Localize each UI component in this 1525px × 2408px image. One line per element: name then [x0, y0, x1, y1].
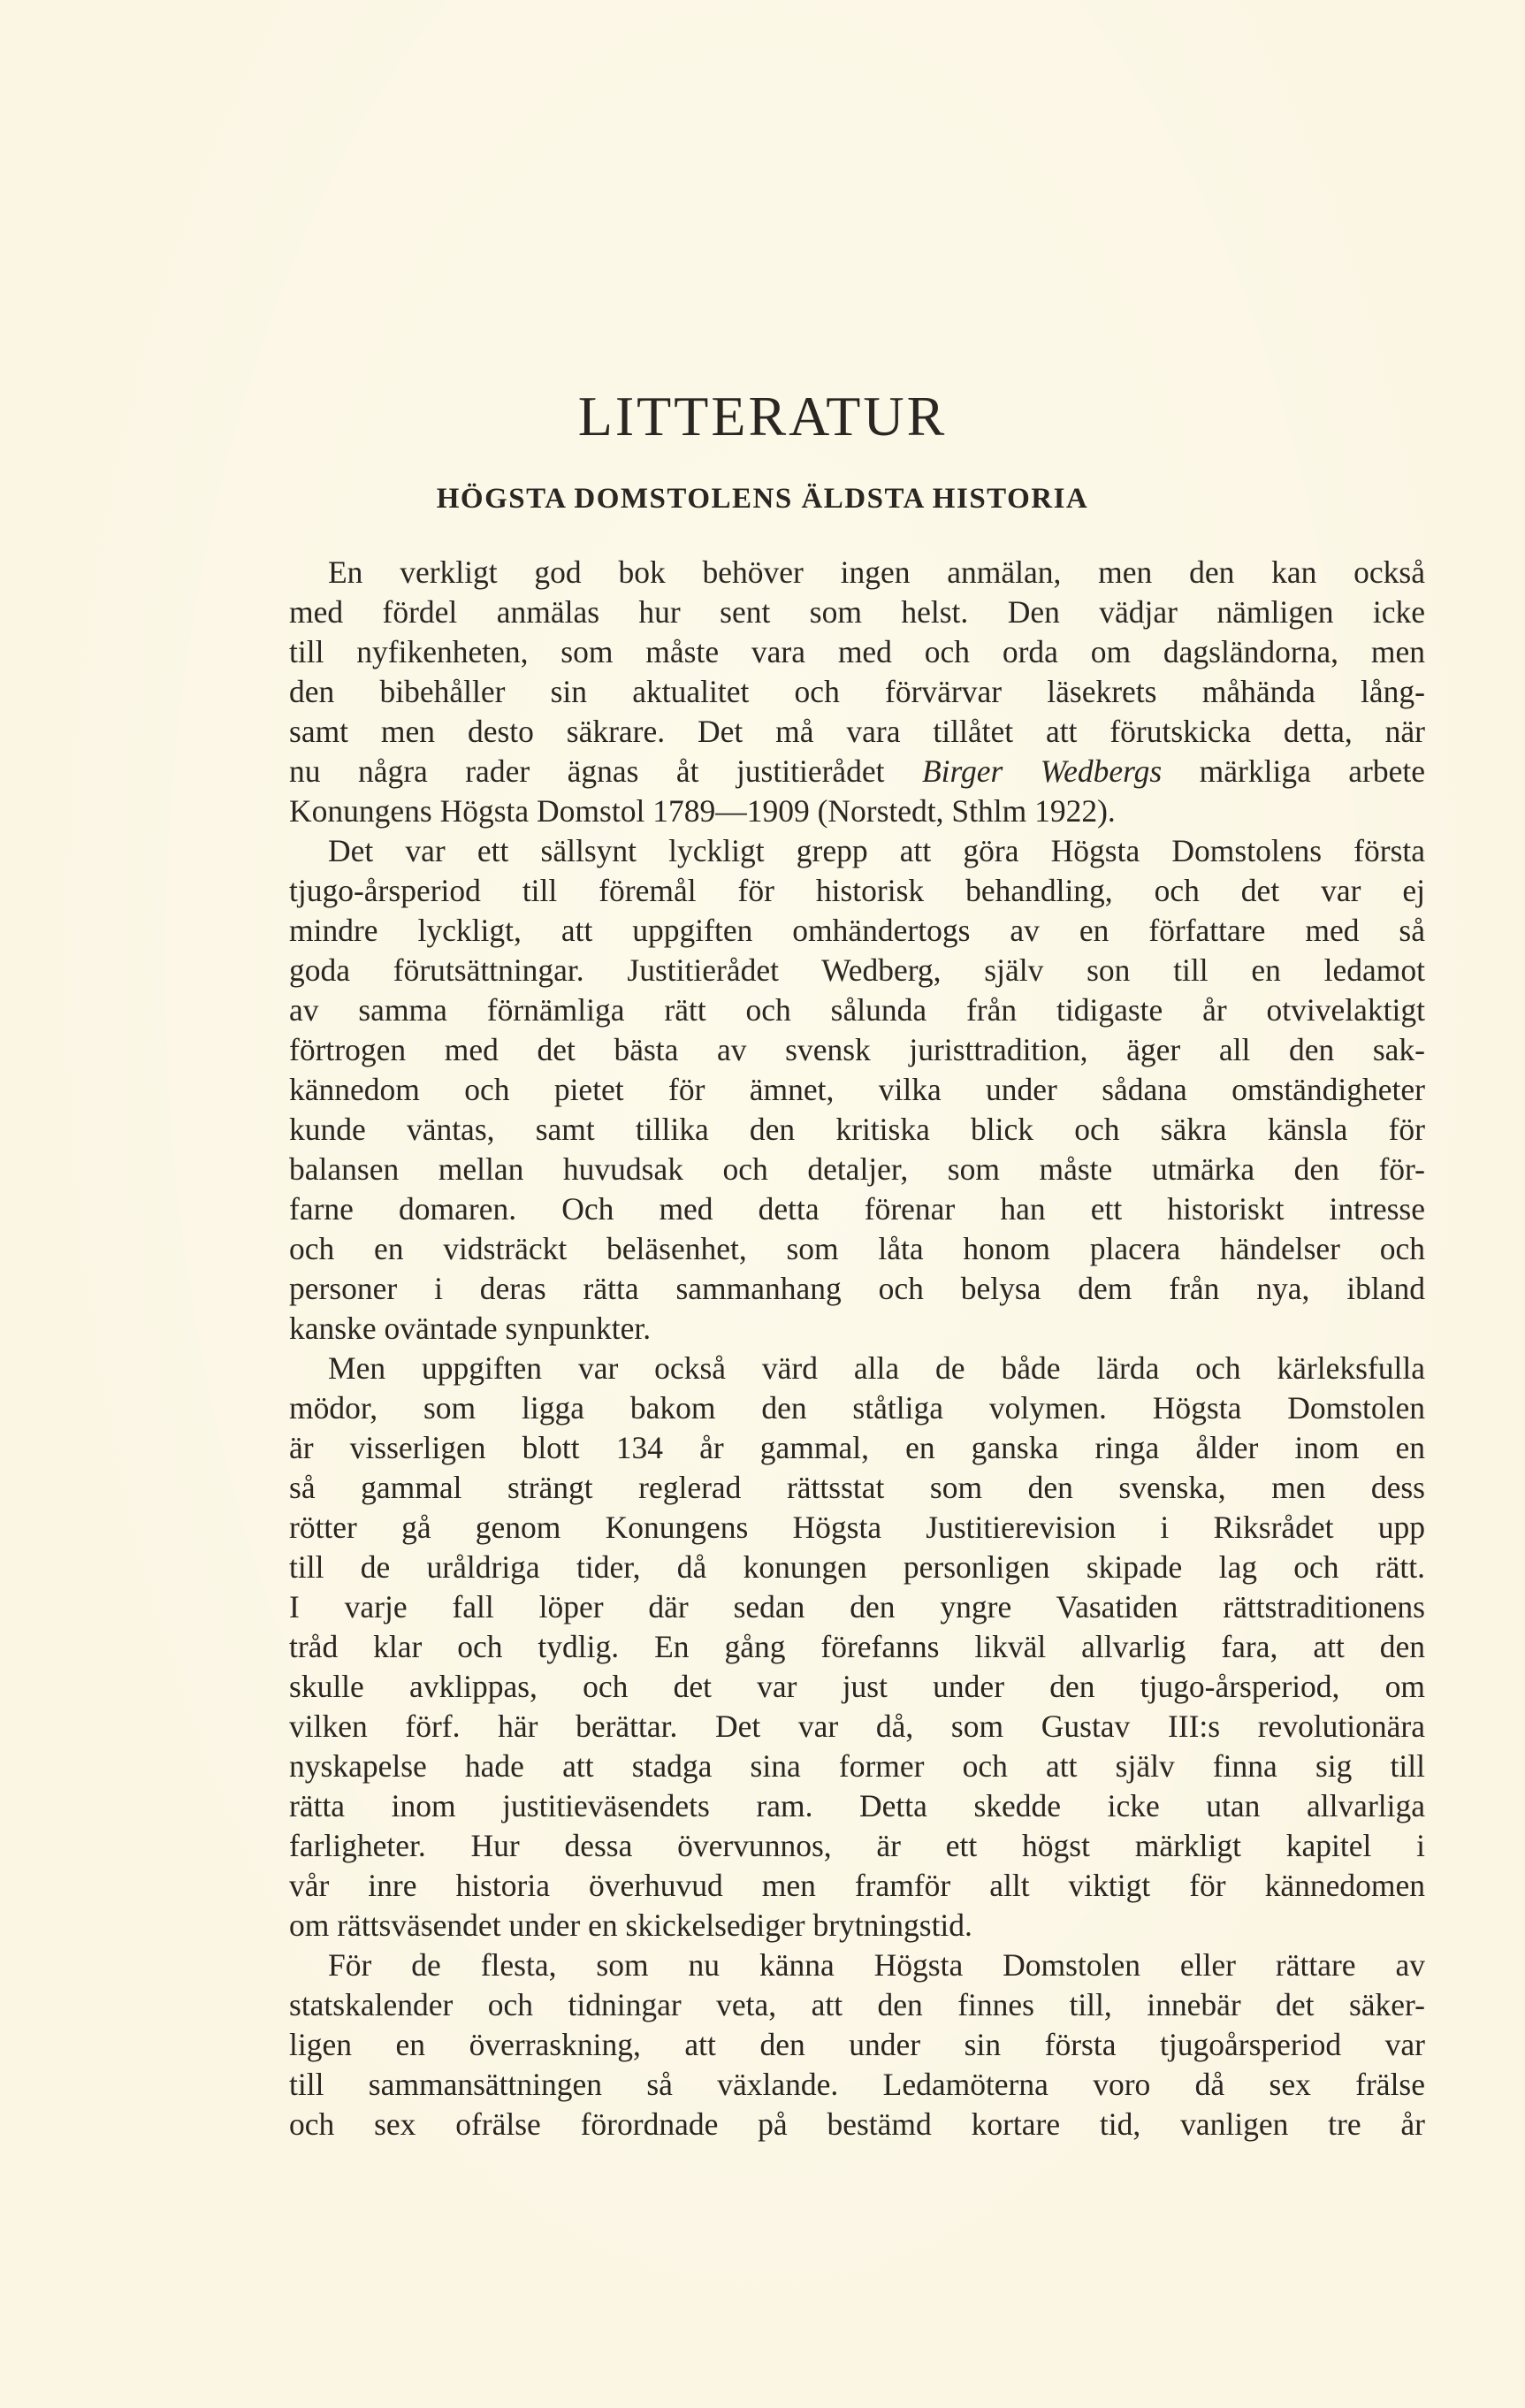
text-line: statskalender och tidningar veta, att den finnes till, innebär det säker-: [289, 1987, 1425, 2022]
text-line: den bibehåller sin aktualitet och förvärvar läsekrets måhända lång-: [289, 674, 1425, 709]
text-line: personer i deras rätta sammanhang och belysa dem från nya, ibland: [289, 1271, 1425, 1306]
article-body: [289, 553, 1425, 2144]
text-line: balansen mellan huvudsak och detaljer, som måste utmärka den för-: [289, 1151, 1425, 1187]
text-line: goda förutsättningar. Justitierådet Wedberg, själv son till en ledamot: [289, 952, 1425, 988]
text-line: med fördel anmälas hur sent som helst. Den vädjar nämligen icke: [289, 594, 1425, 630]
text-line: mindre lyckligt, att uppgiften omhändertogs av en författare med så: [289, 913, 1425, 948]
text-line: kunde väntas, samt tillika den kritiska blick och säkra känsla för: [289, 1112, 1425, 1147]
text-line: kännedom och pietet för ämnet, vilka under sådana omständigheter: [289, 1072, 1425, 1107]
text-line: om rättsväsendet under en skickelsediger brytningstid.: [289, 1907, 972, 1943]
text-line: En verkligt god bok behöver ingen anmälan, men den kan också: [328, 554, 1425, 590]
text-line: farligheter. Hur dessa övervunnos, är ett högst märkligt kapitel i: [289, 1828, 1425, 1863]
text-line: tjugo-årsperiod till föremål för historisk behandling, och det var ej: [289, 873, 1425, 908]
text-line: farne domaren. Och med detta förenar han ett historiskt intresse: [289, 1191, 1425, 1227]
text-line: förtrogen med det bästa av svensk juristtradition, äger all den sak-: [289, 1032, 1425, 1067]
text-line: samt men desto säkrare. Det må vara tillåtet att förutskicka detta, när: [289, 714, 1425, 749]
text-line: I varje fall löper där sedan den yngre Vasatiden rättstraditionens: [289, 1589, 1425, 1624]
text-run: nu några rader ägnas åt justitierådet: [289, 753, 922, 789]
text-line: Men uppgiften var också värd alla de både lärda och kärleksfulla: [328, 1350, 1425, 1386]
text-line: mödor, som ligga bakom den ståtliga volymen. Högsta Domstolen: [289, 1390, 1425, 1426]
text-line: skulle avklippas, och det var just under den tjugo-årsperiod, om: [289, 1669, 1425, 1704]
page-title: LITTERATUR: [577, 385, 948, 447]
text-line: Konungens Högsta Domstol 1789—1909 (Norstedt, Sthlm 1922).: [289, 793, 1116, 829]
text-line: rätta inom justitieväsendets ram. Detta skedde icke utan allvarliga: [289, 1788, 1425, 1823]
text-line: till nyfikenheten, som måste vara med och orda om dagsländorna, men: [289, 634, 1425, 669]
text-line: och sex ofrälse förordnade på bestämd kortare tid, vanligen tre år: [289, 2106, 1425, 2142]
text-line: av samma förnämliga rätt och sålunda från tidigaste år otvivelaktigt: [289, 992, 1425, 1028]
text-line: Det var ett sällsynt lyckligt grepp att göra Högsta Domstolens första: [328, 833, 1425, 868]
text-line: tråd klar och tydlig. En gång förefanns likväl allvarlig fara, att den: [289, 1629, 1425, 1664]
text-line: För de flesta, som nu känna Högsta Domstolen eller rättare av: [328, 1947, 1425, 1983]
article-heading: HÖGSTA DOMSTOLENS ÄLDSTA HISTORIA: [436, 483, 1089, 515]
text-line: och en vidsträckt beläsenhet, som låta honom placera händelser och: [289, 1231, 1425, 1266]
text-run: märkliga arbete: [1162, 753, 1425, 789]
text-line: rötter gå genom Konungens Högsta Justitierevision i Riksrådet upp: [289, 1510, 1425, 1545]
text-line: så gammal strängt reglerad rättsstat som den svenska, men dess: [289, 1470, 1425, 1505]
text-line: är visserligen blott 134 år gammal, en ganska ringa ålder inom en: [289, 1430, 1425, 1465]
text-line: till de uråldriga tider, då konungen personligen skipade lag och rätt.: [289, 1549, 1425, 1585]
text-line: vilken förf. här berättar. Det var då, som Gustav III:s revolutionära: [289, 1709, 1425, 1744]
text-line: ligen en överraskning, att den under sin första tjugoårsperiod var: [289, 2027, 1425, 2062]
text-line: vår inre historia överhuvud men framför allt viktigt för kännedomen: [289, 1868, 1425, 1903]
text-line: nyskapelse hade att stadga sina former och att själv finna sig till: [289, 1748, 1425, 1784]
text-line: [289, 752, 1425, 791]
author-name-italic: Birger Wedbergs: [921, 753, 1163, 789]
text-line: till sammansättningen så växlande. Ledamöterna voro då sex frälse: [289, 2067, 1425, 2102]
text-line: kanske oväntade synpunkter.: [289, 1311, 652, 1346]
